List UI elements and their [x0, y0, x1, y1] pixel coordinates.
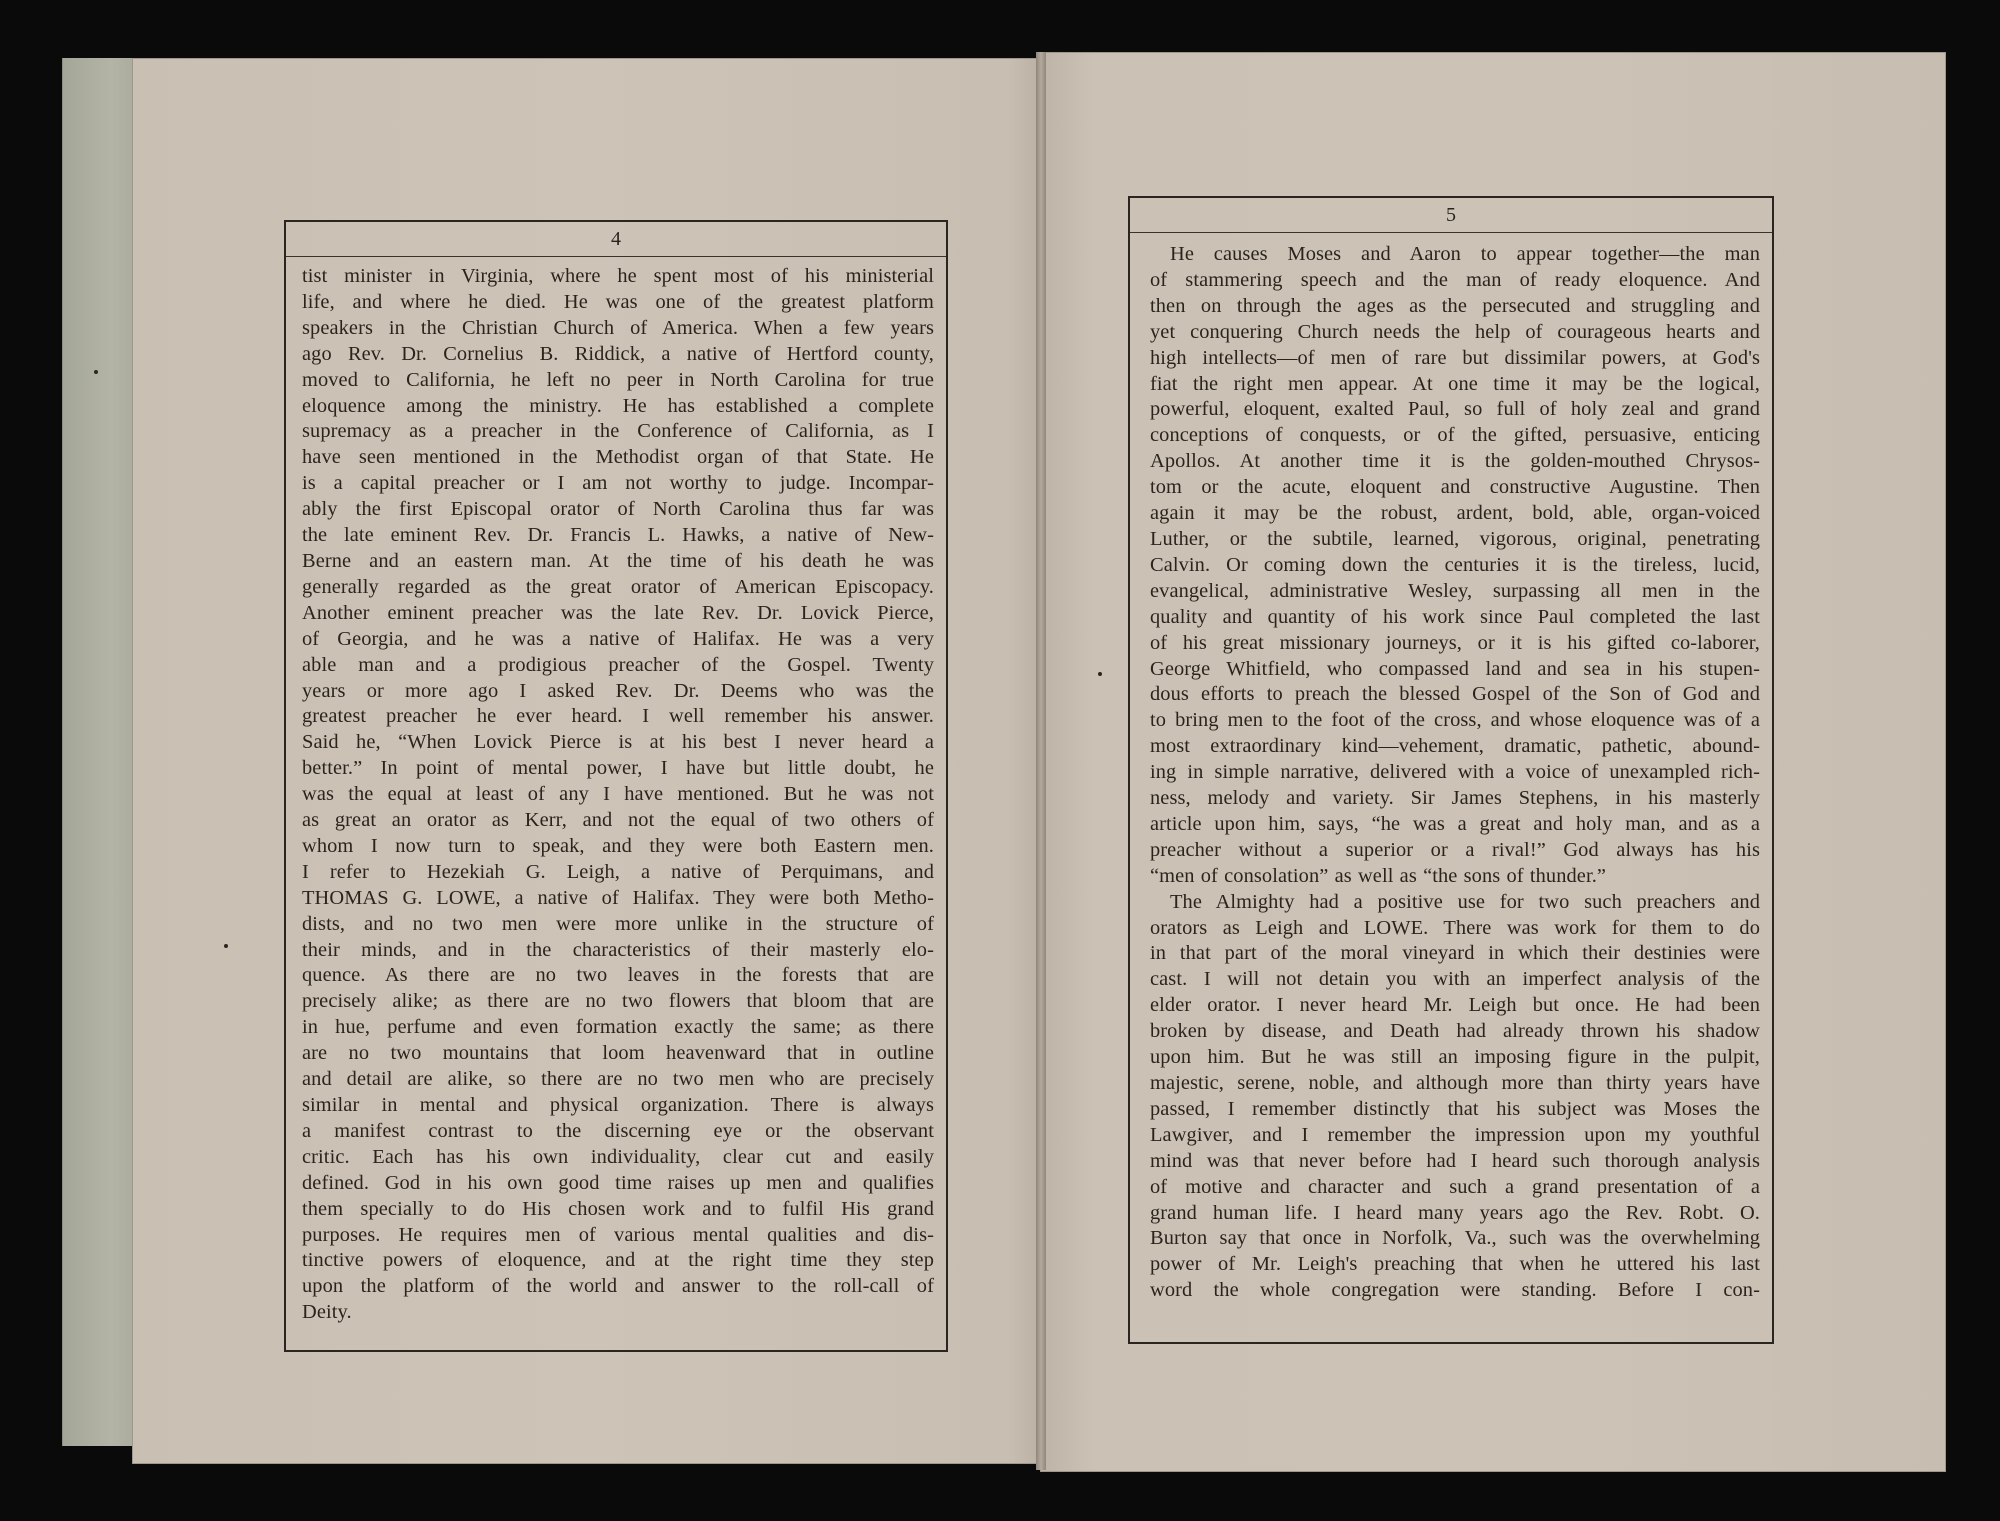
text-line: THOMAS G. LOWE, a native of Halifax. They were both Metho- — [302, 886, 934, 909]
text-line: quence. As there are no two leaves in the forests that are — [302, 964, 934, 987]
text-line: of stammering speech and the man of ready eloquence. And — [1150, 268, 1760, 291]
text-line: is a capital preacher or I am not worthy to judge. Incompar- — [302, 472, 934, 495]
text-line: their minds, and in the characteristics of their masterly elo- — [302, 938, 934, 961]
text-line: Another eminent preacher was the late Rev. Dr. Lovick Pierce, — [302, 601, 934, 624]
right-page-number: 5 — [1446, 204, 1456, 226]
text-line: tinctive powers of eloquence, and at the right time they step — [302, 1249, 934, 1272]
text-line: most extraordinary kind—vehement, dramatic, pathetic, abound- — [1150, 735, 1760, 758]
text-line: generally regarded as the great orator of American Episcopacy. — [302, 575, 934, 598]
text-line: ing in simple narrative, delivered with a voice of unexampled rich- — [1150, 761, 1760, 784]
text-line: moved to California, he left no peer in North Carolina for true — [302, 368, 934, 391]
text-line: whom I now turn to speak, and they were both Eastern men. — [302, 834, 934, 857]
text-line: critic. Each has his own individuality, clear cut and easily — [302, 1145, 934, 1168]
text-line: Said he, “When Lovick Pierce is at his best I never heard a — [302, 731, 934, 754]
page-gutter — [1036, 52, 1046, 1470]
text-line: ably the first Episcopal orator of North Carolina thus far was — [302, 498, 934, 521]
text-line: Lawgiver, and I remember the impression upon my youthful — [1150, 1123, 1760, 1146]
text-line: orators as Leigh and LOWE. There was work for them to do — [1150, 916, 1760, 939]
text-line: life, and where he died. He was one of the greatest platform — [302, 290, 934, 313]
left-text-frame — [284, 220, 948, 1352]
text-line: evangelical, administrative Wesley, surpassing all men in the — [1150, 579, 1760, 602]
text-line: the late eminent Rev. Dr. Francis L. Hawks, a native of New- — [302, 524, 934, 547]
text-line: in that part of the moral vineyard in which their destinies were — [1150, 942, 1760, 965]
text-line: I refer to Hezekiah G. Leigh, a native of Perquimans, and — [302, 860, 934, 883]
text-line: He causes Moses and Aaron to appear together—the man — [1170, 243, 1760, 265]
text-line: Apollos. At another time it is the golden-mouthed Chrysos- — [1150, 450, 1760, 473]
text-line: as great an orator as Kerr, and not the equal of two others of — [302, 809, 934, 832]
text-line: have seen mentioned in the Methodist organ of that State. He — [302, 446, 934, 469]
text-line: purposes. He requires men of various mental qualities and dis- — [302, 1223, 934, 1246]
text-line: Deity. — [302, 1301, 352, 1324]
text-line: dists, and no two men were more unlike in the structure of — [302, 912, 934, 935]
text-line: yet conquering Church needs the help of courageous hearts and — [1150, 320, 1760, 343]
text-line: are no two mountains that loom heavenward that in outline — [302, 1042, 934, 1065]
text-line: “men of consolation” as well as “the sons of thunder.” — [1150, 864, 1607, 887]
text-line: The Almighty had a positive use for two such preachers and — [1170, 890, 1760, 913]
text-line: better.” In point of mental power, I have but little doubt, he — [302, 757, 934, 780]
margin-speck — [224, 944, 228, 948]
booklet-spine — [62, 58, 143, 1446]
text-line: majestic, serene, noble, and although more than thirty years have — [1150, 1072, 1760, 1094]
text-line: quality and quantity of his work since Paul completed the last — [1150, 605, 1760, 628]
left-page-body — [302, 264, 934, 1326]
text-line: ago Rev. Dr. Cornelius B. Riddick, a native of Hertford county, — [302, 342, 934, 365]
text-line: conceptions of conquests, or of the gifted, persuasive, enticing — [1150, 424, 1760, 447]
text-line: powerful, eloquent, exalted Paul, so full of holy zeal and grand — [1150, 398, 1760, 421]
text-line: defined. God in his own good time raises up men and qualifies — [302, 1171, 934, 1194]
right-text-frame — [1128, 196, 1774, 1344]
text-line: tist minister in Virginia, where he spent most of his ministerial — [302, 265, 934, 287]
text-line: article upon him, says, “he was a great and holy man, and as a — [1150, 812, 1760, 835]
text-line: of his great missionary journeys, or it is his gifted co-laborer, — [1150, 631, 1760, 654]
text-line: and detail are alike, so there are no two men who are precisely — [302, 1068, 934, 1091]
text-line: cast. I will not detain you with an imperfect analysis of the — [1150, 968, 1760, 991]
text-line: high intellects—of men of rare but dissimilar powers, at God's — [1150, 346, 1760, 369]
text-line: similar in mental and physical organization. There is always — [302, 1094, 934, 1116]
text-line: Burton say that once in Norfolk, Va., such was the overwhelming — [1150, 1227, 1760, 1250]
text-line: George Whitfield, who compassed land and sea in his stupen- — [1150, 657, 1760, 680]
text-line: mind was that never before had I heard such thorough analysis — [1150, 1149, 1760, 1172]
text-line: precisely alike; as there are no two flowers that bloom that are — [302, 990, 934, 1013]
text-line: then on through the ages as the persecuted and struggling and — [1150, 294, 1760, 317]
left-page-number: 4 — [611, 228, 621, 250]
right-page-body — [1150, 242, 1760, 1304]
text-line: supremacy as a preacher in the Conference of California, as I — [302, 420, 934, 443]
right-header-rule — [1130, 232, 1772, 233]
text-line: power of Mr. Leigh's preaching that when he uttered his last — [1150, 1253, 1760, 1276]
text-line: eloquence among the ministry. He has established a complete — [302, 394, 934, 417]
text-line: word the whole congregation were standing. Before I con- — [1150, 1279, 1760, 1302]
text-line: broken by disease, and Death had already thrown his shadow — [1150, 1020, 1760, 1043]
text-line: them specially to do His chosen work and to fulfil His grand — [302, 1197, 934, 1220]
text-line: greatest preacher he ever heard. I well remember his answer. — [302, 705, 934, 728]
text-line: again it may be the robust, ardent, bold, able, organ-voiced — [1150, 502, 1760, 525]
text-line: fiat the right men appear. At one time it may be the logical, — [1150, 372, 1760, 395]
text-line: tom or the acute, eloquent and constructive Augustine. Then — [1150, 476, 1760, 499]
margin-speck — [94, 370, 98, 374]
left-header-rule — [286, 256, 946, 257]
text-line: speakers in the Christian Church of America. When a few years — [302, 316, 934, 339]
margin-speck — [1098, 672, 1102, 676]
text-line: passed, I remember distinctly that his subject was Moses the — [1150, 1097, 1760, 1120]
text-line: in hue, perfume and even formation exactly the same; as there — [302, 1016, 934, 1039]
text-line: elder orator. I never heard Mr. Leigh but once. He had been — [1150, 994, 1760, 1017]
text-line: ness, melody and variety. Sir James Stephens, in his masterly — [1150, 787, 1760, 810]
text-line: upon the platform of the world and answer to the roll-call of — [302, 1275, 934, 1298]
text-line: of motive and character and such a grand presentation of a — [1150, 1175, 1760, 1198]
text-line: Berne and an eastern man. At the time of his death he was — [302, 549, 934, 572]
text-line: was the equal at least of any I have mentioned. But he was not — [302, 783, 934, 806]
text-line: Calvin. Or coming down the centuries it is the tireless, lucid, — [1150, 553, 1760, 576]
text-line: of Georgia, and he was a native of Halifax. He was a very — [302, 627, 934, 650]
text-line: dous efforts to preach the blessed Gospel of the Son of God and — [1150, 683, 1760, 706]
text-line: preacher without a superior or a rival!” God always has his — [1150, 838, 1760, 861]
text-line: Luther, or the subtile, learned, vigorous, original, penetrating — [1150, 527, 1760, 550]
text-line: grand human life. I heard many years ago the Rev. Robt. O. — [1150, 1201, 1760, 1224]
text-line: years or more ago I asked Rev. Dr. Deems who was the — [302, 679, 934, 702]
text-line: a manifest contrast to the discerning eye or the observant — [302, 1119, 934, 1142]
text-line: able man and a prodigious preacher of the Gospel. Twenty — [302, 653, 934, 676]
text-line: upon him. But he was still an imposing figure in the pulpit, — [1150, 1046, 1760, 1069]
text-line: to bring men to the foot of the cross, and whose eloquence was of a — [1150, 709, 1760, 732]
